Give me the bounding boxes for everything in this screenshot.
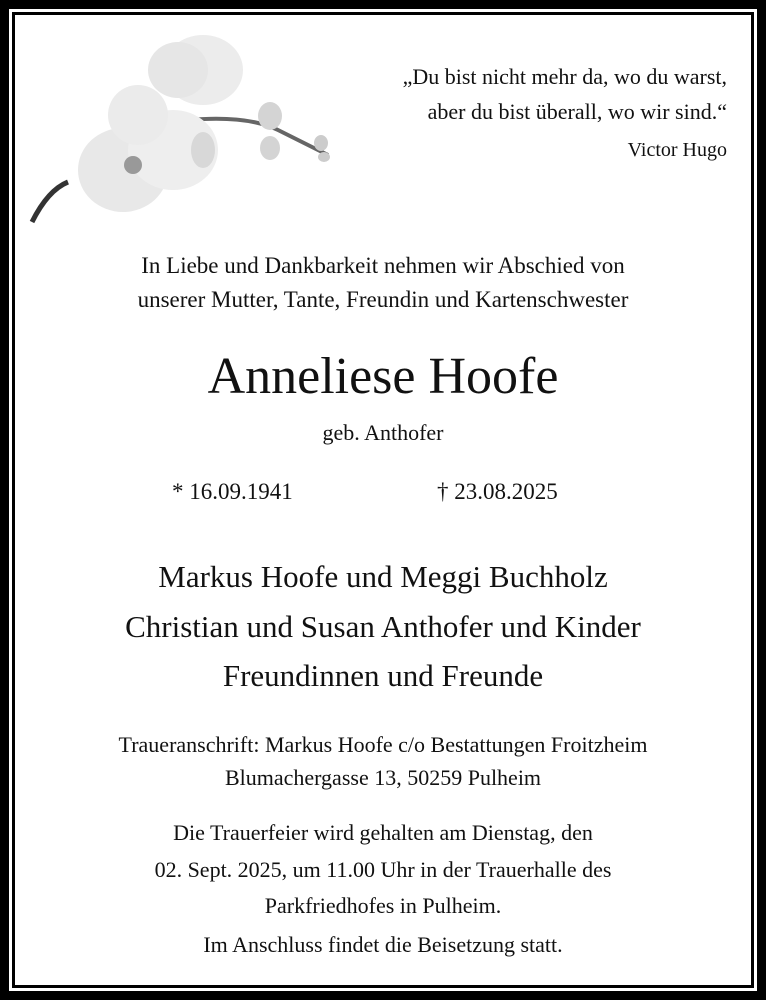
ceremony-line: Parkfriedhofes in Pulheim. bbox=[264, 893, 502, 918]
burial-line: Im Anschluss findet die Beisetzung statt. bbox=[203, 932, 563, 957]
quote-line: aber du bist überall, wo wir sind.“ bbox=[427, 99, 727, 124]
address-line: Traueranschrift: Markus Hoofe c/o Bestattungen Froitzheim bbox=[118, 732, 648, 757]
ceremony-line: Die Trauerfeier wird gehalten am Dienstag, den bbox=[173, 820, 593, 845]
mourner-line: Freundinnen und Freunde bbox=[222, 658, 544, 693]
intro-line: unserer Mutter, Tante, Freundin und Kartenschwester bbox=[137, 287, 629, 312]
mourner-line: Markus Hoofe und Meggi Buchholz bbox=[158, 559, 608, 594]
intro-line: In Liebe und Dankbarkeit nehmen wir Abschied von bbox=[141, 253, 625, 278]
address-line: Blumachergasse 13, 50259 Pulheim bbox=[224, 765, 542, 790]
mourner-line: Christian und Susan Anthofer und Kinder bbox=[125, 609, 641, 644]
maiden-name: geb. Anthofer bbox=[322, 420, 444, 445]
birth-date: * 16.09.1941 bbox=[172, 479, 293, 504]
deceased-name: Anneliese Hoofe bbox=[207, 348, 559, 405]
quote-line: „Du bist nicht mehr da, wo du warst, bbox=[402, 64, 727, 89]
quote-author: Victor Hugo bbox=[627, 139, 727, 161]
death-date: † 23.08.2025 bbox=[437, 479, 558, 504]
ceremony-line: 02. Sept. 2025, um 11.00 Uhr in der Trauerhalle des bbox=[154, 857, 612, 882]
orchid-image bbox=[28, 30, 348, 230]
